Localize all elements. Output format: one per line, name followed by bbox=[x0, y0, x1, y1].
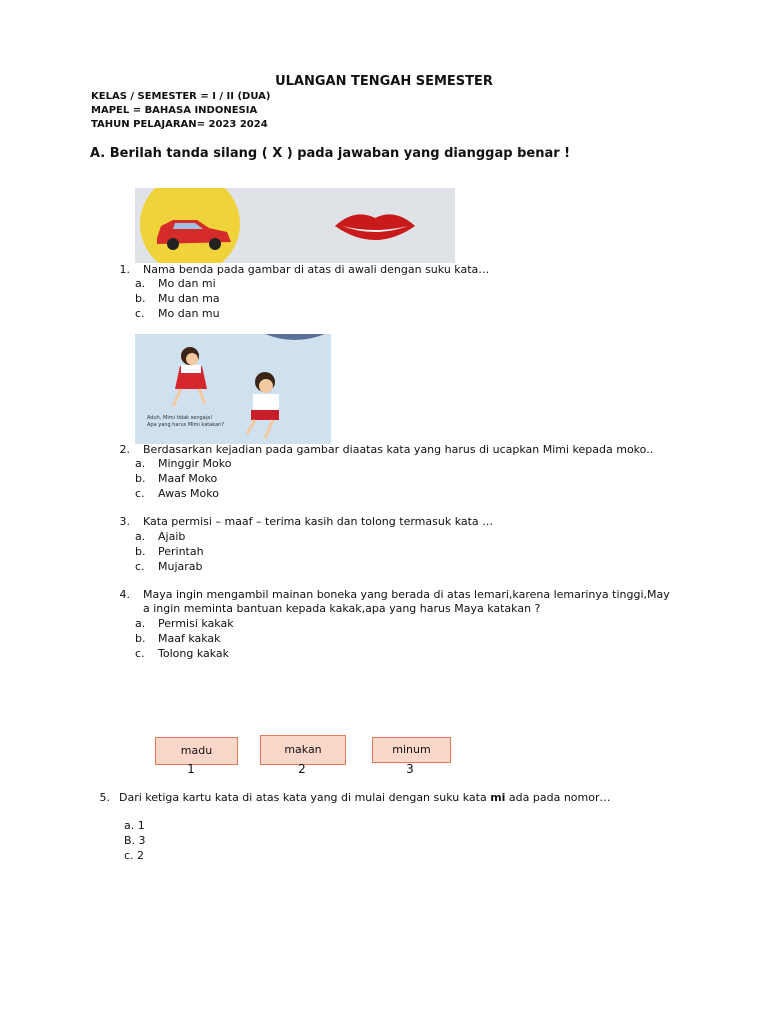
question-number: 1. bbox=[119, 263, 130, 276]
illustration-caption: Aduh, Mimi tidak sengaja! bbox=[147, 415, 213, 421]
page-title: ULANGAN TENGAH SEMESTER bbox=[275, 74, 493, 89]
option-item[interactable]: a. 1 bbox=[124, 819, 145, 832]
illustration-caption: Apa yang harus Mimi katakan? bbox=[147, 422, 224, 428]
meta-kelas: KELAS / SEMESTER = I / II (DUA) bbox=[91, 91, 271, 102]
question-text: Berdasarkan kejadian pada gambar diaatas kata yang harus di ucapkan Mimi kepada moko.. bbox=[143, 443, 654, 456]
word-card-1: madu bbox=[155, 737, 238, 765]
question-number: 4. bbox=[119, 588, 130, 601]
question-text: Maya ingin mengambil mainan boneka yang berada di atas lemari,karena lemarinya tinggi,May bbox=[143, 588, 670, 601]
meta-tahun: TAHUN PELAJARAN= 2023 2024 bbox=[91, 119, 268, 130]
word-card-2: makan bbox=[260, 735, 346, 765]
option-item[interactable]: c. 2 bbox=[124, 849, 145, 862]
question-text: Nama benda pada gambar di atas di awali dengan suku kata… bbox=[143, 263, 490, 276]
card-number-3: 3 bbox=[406, 762, 414, 776]
section-a-instruction: A. Berilah tanda silang ( X ) pada jawaban yang dianggap benar ! bbox=[90, 146, 571, 161]
question-number: 2. bbox=[119, 443, 130, 456]
children-illustration bbox=[135, 334, 331, 444]
meta-mapel: MAPEL = BAHASA INDONESIA bbox=[91, 105, 258, 116]
question-number: 5. bbox=[99, 791, 110, 804]
card-number-2: 2 bbox=[298, 762, 306, 776]
question-text: Kata permisi – maaf – terima kasih dan tolong termasuk kata … bbox=[143, 515, 494, 528]
option-item[interactable]: B. 3 bbox=[124, 834, 146, 847]
car-lips-image bbox=[135, 188, 455, 263]
question-text: Dari ketiga kartu kata di atas kata yang di mulai dengan suku kata mi ada pada nomor… bbox=[119, 791, 611, 804]
question-text-cont: a ingin meminta bantuan kepada kakak,apa yang harus Maya katakan ? bbox=[143, 602, 541, 615]
question-number: 3. bbox=[119, 515, 130, 528]
option-list-5 bbox=[124, 819, 146, 864]
card-number-1: 1 bbox=[187, 762, 195, 776]
question-4 bbox=[100, 588, 740, 618]
word-card-3: minum bbox=[372, 737, 451, 763]
